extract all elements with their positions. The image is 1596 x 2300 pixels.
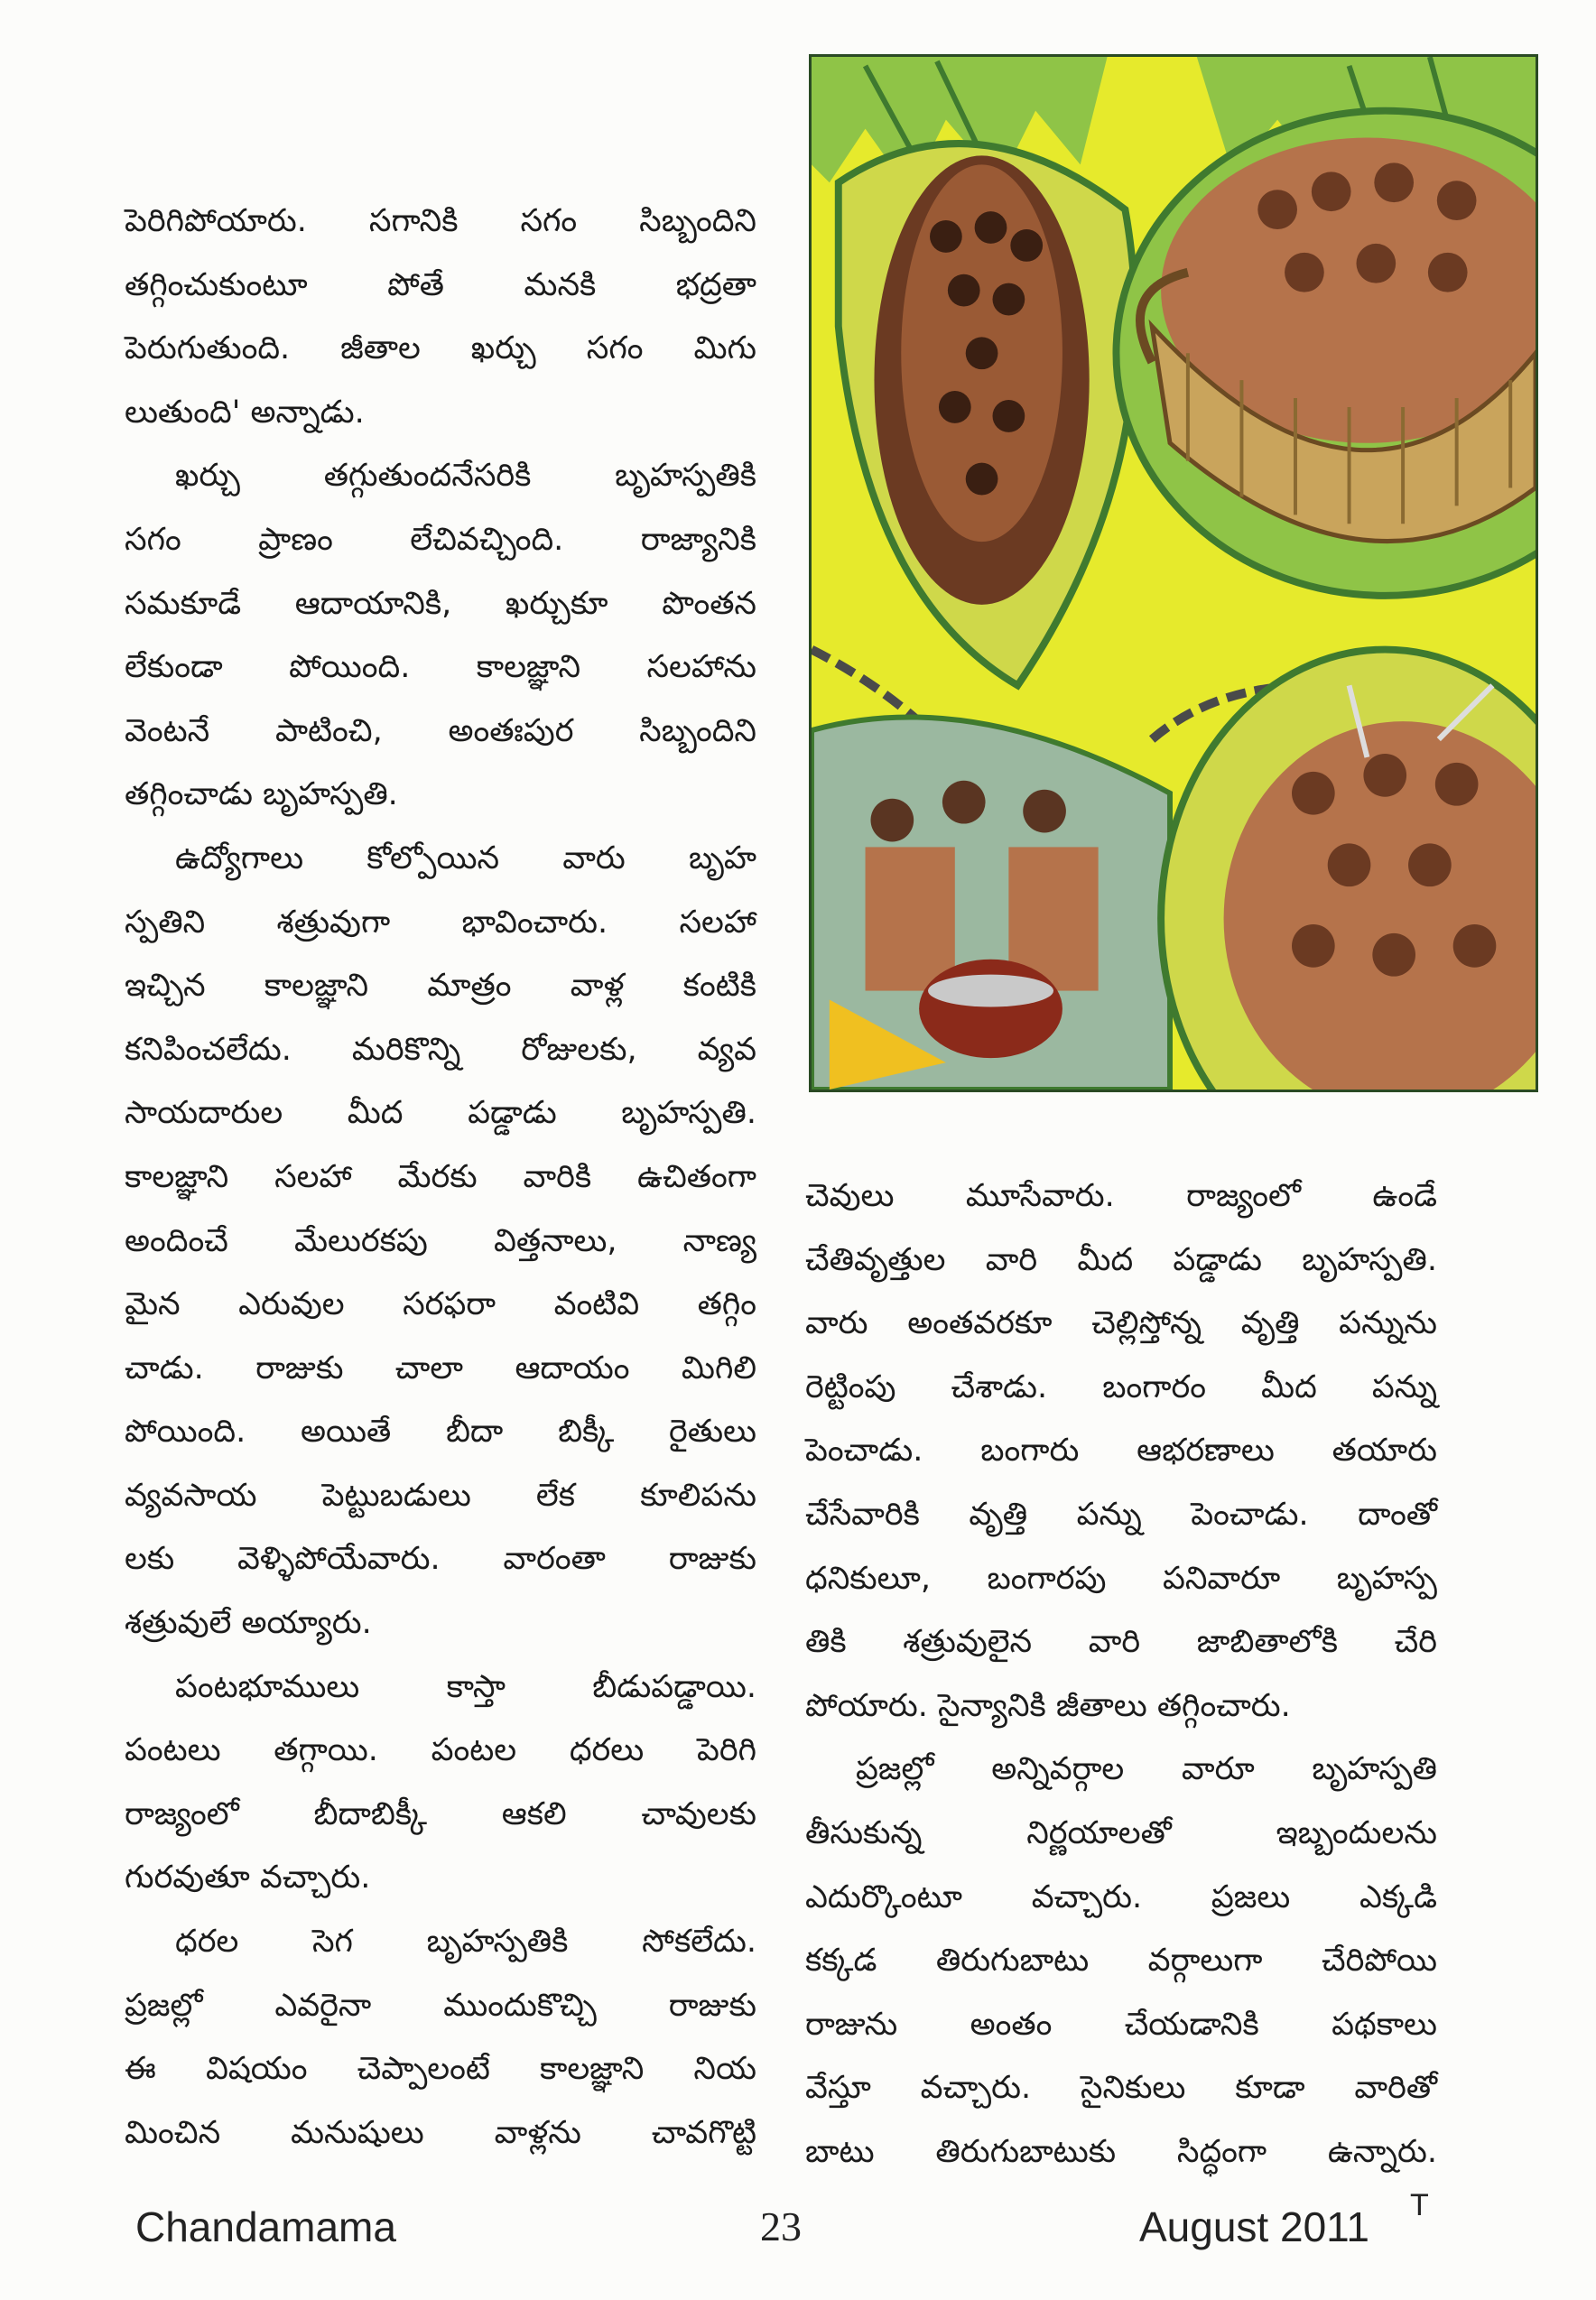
text-line: ప్రజల్లో అన్నివర్గాల వారూ బృహస్పతి (856, 1751, 1437, 1788)
text-line: స్పతిని శత్రువుగా భావించారు. సలహా (125, 904, 756, 941)
text-line: గురవుతూ వచ్చారు. (125, 1859, 371, 1897)
text-line: తీసుకున్న నిర్ణయాలతో ఇబ్బందులను (805, 1814, 1437, 1851)
text-line: చాడు. రాజుకు చాలా ఆదాయం మిగిలి (125, 1349, 756, 1386)
illustration-art (812, 57, 1536, 1090)
footer-page-number: 23 (760, 2203, 802, 2249)
text-line: పెరిగిపోయారు. సగానికి సగం సిబ్బందిని (125, 203, 756, 239)
text-line: చెవులు మూసేవారు. రాజ్యంలో ఉండే (805, 1178, 1437, 1214)
text-line: ఇచ్చిన కాలజ్ఞాని మాత్రం వాళ్ల కంటికి (125, 968, 756, 1005)
text-line: పోయింది. అయితే బీదా బిక్కీ రైతులు (125, 1414, 756, 1451)
right-column (805, 1164, 1437, 2184)
text-line: వేస్తూ వచ్చారు. సైనికులు కూడా వారితో (805, 2070, 1437, 2107)
text-line: చేతివృత్తుల వారి మీద పడ్డాడు బృహస్పతి. (805, 1241, 1437, 1278)
text-line: ధరల సెగ బృహస్పతికి సోకలేదు. (175, 1924, 756, 1961)
text-line: పోయారు. సైన్యానికి జీతాలు తగ్గించారు. (805, 1687, 1291, 1724)
text-line: ఈ విషయం చెప్పాలంటే కాలజ్ఞాని నియ (125, 2051, 756, 2088)
text-line: ఖర్చు తగ్గుతుందనేసరికి బృహస్పతికి (175, 458, 756, 495)
text-line: తగ్గించాడు బృహస్పతి. (125, 776, 398, 813)
cooking-pot (919, 960, 1062, 1058)
text-line: శత్రువులే అయ్యారు. (125, 1605, 372, 1642)
text-line: బాటు తిరుగుబాటుకు సిద్ధంగా ఉన్నారు. (805, 2133, 1437, 2170)
footer-magazine-name: Chandamama (135, 2203, 396, 2250)
text-line: ధనికులూ, బంగారపు పనివారూ బృహస్ప (805, 1560, 1437, 1597)
text-line: కక్కడ తిరుగుబాటు వర్గాలుగా చేరిపోయి (805, 1943, 1437, 1980)
text-line: లేకుండా పోయింది. కాలజ్ఞాని సలహాను (125, 649, 756, 686)
left-column (125, 190, 756, 2165)
text-line: మైన ఎరువుల సరఫరా వంటివి తగ్గిం (125, 1286, 756, 1323)
text-line: సమకూడే ఆదాయానికి, ఖర్చుకూ పొంతన (125, 585, 756, 622)
text-line: పెంచాడు. బంగారు ఆభరణాలు తయారు (805, 1433, 1437, 1470)
text-line: ఎదుర్కొంటూ వచ్చారు. ప్రజలు ఎక్కడి (805, 1878, 1437, 1915)
text-line: సాయదారుల మీద పడ్డాడు బృహస్పతి. (125, 1095, 756, 1132)
footer-issue-date: August 2011 (1139, 2203, 1369, 2250)
text-line: వారు అంతవరకూ చెల్లిస్తోన్న వృత్తి పన్నును (805, 1305, 1437, 1342)
text-line: ప్రజల్లో ఎవరైనా ముందుకొచ్చి రాజుకు (125, 1987, 756, 2024)
text-line: లకు వెళ్ళిపోయేవారు. వారంతా రాజుకు (125, 1541, 757, 1578)
text-line: చేసేవారికి వృత్తి పన్ను పెంచాడు. దాంతో (805, 1496, 1437, 1533)
text-line: తికి శత్రువులైన వారి జాబితాలోకి చేరి (805, 1624, 1437, 1661)
text-line: వెంటనే పాటించి, అంతఃపుర సిబ్బందిని (125, 712, 756, 749)
text-line: మించిన మనుషులు వాళ్లను చావగొట్టి (125, 2114, 756, 2151)
story-illustration (809, 54, 1538, 1092)
text-line: పెరుగుతుంది. జీతాల ఖర్చు సగం మిగు (125, 330, 756, 367)
text-line: పంటలు తగ్గాయి. పంటల ధరలు పెరిగి (125, 1732, 756, 1769)
text-line: రాజ్యంలో బీదాబిక్కీ ఆకలి చావులకు (125, 1795, 756, 1832)
text-line: కనిపించలేదు. మరికొన్ని రోజులకు, వ్యవ (125, 1031, 756, 1068)
text-line: రాజును అంతం చేయడానికి పథకాలు (805, 2006, 1437, 2043)
text-line: అందించే మేలురకపు విత్తనాలు, నాణ్య (125, 1222, 756, 1259)
text-line: కాలజ్ఞాని సలహా మేరకు వారికి ఉచితంగా (125, 1158, 756, 1195)
text-line: పంటభూములు కాస్తా బీడుపడ్డాయి. (175, 1668, 756, 1705)
text-line: తగ్గించుకుంటూ పోతే మనకి భద్రతా (125, 266, 757, 303)
text-line: లుతుంది' అన్నాడు. (125, 394, 365, 431)
text-line: రెట్టింపు చేశాడు. బంగారం మీద పన్ను (805, 1368, 1437, 1405)
text-line: సగం ప్రాణం లేచివచ్చింది. రాజ్యానికి (125, 521, 756, 558)
text-line: వ్యవసాయ పెట్టుబడులు లేక కూలిపను (125, 1477, 756, 1514)
text-line: ఉద్యోగాలు కోల్పోయిన వారు బృహ (175, 839, 756, 876)
footer-mark: T (1410, 2188, 1429, 2222)
